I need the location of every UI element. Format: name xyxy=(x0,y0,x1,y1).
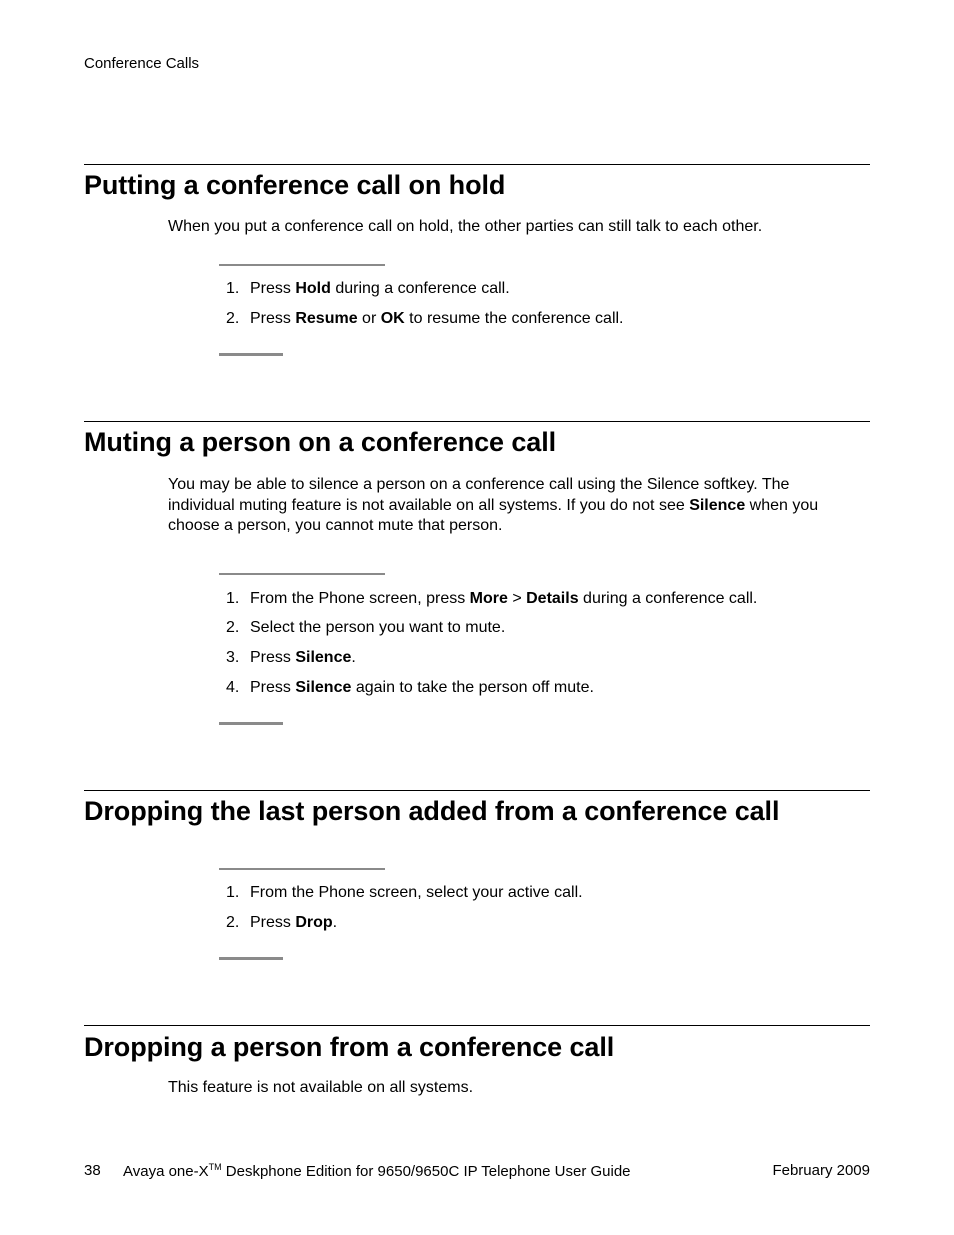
step-item: 1. Press Hold during a conference call. xyxy=(226,280,510,297)
section-divider xyxy=(84,1025,870,1026)
page-number: 38 xyxy=(84,1162,101,1179)
more-key: More xyxy=(469,590,508,607)
step-number: 1. xyxy=(226,280,240,297)
section-title-hold: Putting a conference call on hold xyxy=(84,170,506,200)
steps-top-bar xyxy=(219,868,385,870)
section-title-drop-last: Dropping the last person added from a conference call xyxy=(84,796,780,826)
silence-key: Silence xyxy=(295,679,352,696)
steps-top-bar xyxy=(219,264,385,266)
details-key: Details xyxy=(526,590,579,607)
steps-top-bar xyxy=(219,573,385,575)
section-divider xyxy=(84,164,870,165)
section-title-muting: Muting a person on a conference call xyxy=(84,427,556,457)
silence-key: Silence xyxy=(295,649,352,666)
step-number: 3. xyxy=(226,649,240,666)
ok-key: OK xyxy=(380,310,405,327)
section-title-drop-person: Dropping a person from a conference call xyxy=(84,1032,615,1062)
step-number: 4. xyxy=(226,679,240,696)
section-intro-drop-person: This feature is not available on all systems. xyxy=(168,1079,474,1096)
step-number: 2. xyxy=(226,619,240,636)
guide-title: Avaya one-X™ Deskphone Edition for 9650/9650C IP Telephone User Guide xyxy=(123,1162,631,1180)
running-header: Conference Calls xyxy=(84,55,200,72)
step-item: 1. From the Phone screen, press More > Details during a conference call. xyxy=(226,590,758,607)
step-item: 4. Press Silence again to take the person off mute. xyxy=(226,679,594,696)
steps-bottom-bar xyxy=(219,722,283,725)
drop-key: Drop xyxy=(295,914,333,931)
step-number: 2. xyxy=(226,914,240,931)
step-number: 2. xyxy=(226,310,240,327)
step-item: 2. Press Drop. xyxy=(226,914,338,931)
step-number: 1. xyxy=(226,590,240,607)
step-number: 1. xyxy=(226,884,240,901)
section-intro-muting: You may be able to silence a person on a conference call using the Silence softkey. The individual muting feature is not available on all systems. If you do not see Silence when you choose a person, you cannot mute that person. xyxy=(168,476,819,534)
trademark-mark: TM xyxy=(208,1162,222,1172)
publication-date: February 2009 xyxy=(772,1162,870,1179)
section-divider xyxy=(84,421,870,422)
silence-key: Silence xyxy=(689,496,746,514)
steps-bottom-bar xyxy=(219,353,283,356)
section-intro-hold: When you put a conference call on hold, the other parties can still talk to each other. xyxy=(168,218,763,235)
step-item: 1. From the Phone screen, select your active call. xyxy=(226,884,583,901)
resume-key: Resume xyxy=(295,310,358,327)
steps-bottom-bar xyxy=(219,957,283,960)
step-item: 3. Press Silence. xyxy=(226,649,356,666)
step-item: 2. Select the person you want to mute. xyxy=(226,619,506,636)
hold-key: Hold xyxy=(295,280,331,297)
section-divider xyxy=(84,790,870,791)
step-item: 2. Press Resume or OK to resume the conference call. xyxy=(226,310,624,327)
